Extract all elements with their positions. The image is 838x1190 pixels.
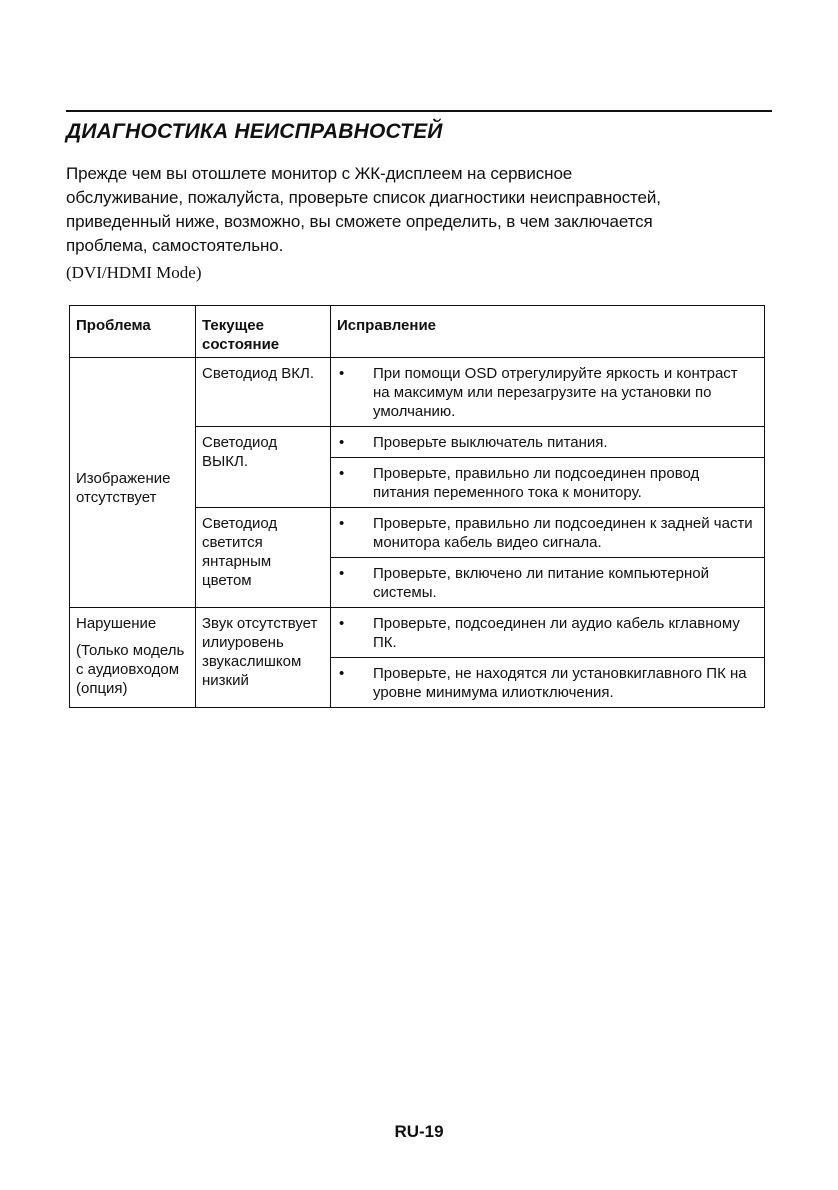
- fix-text: При помощи OSD отрегулируйте яркость и контраст на максимум или перезагрузите на установки по умолчанию.: [373, 365, 738, 420]
- fix-text: Проверьте, включено ли питание компьютерной системы.: [373, 565, 709, 601]
- mode-label: (DVI/HDMI Mode): [66, 263, 202, 282]
- fix-cell: [331, 508, 765, 558]
- bullet-icon: •: [339, 515, 345, 532]
- intro-paragraph: [66, 162, 772, 258]
- fix-cell: [331, 427, 765, 458]
- bullet-icon: •: [339, 665, 345, 682]
- bullet-icon: •: [339, 365, 345, 382]
- state-cell: Звук отсутствует илиуровень звукаслишком низкий: [196, 608, 331, 708]
- top-rule: [66, 110, 772, 112]
- bullet-icon: •: [339, 434, 345, 451]
- bullet-icon: •: [339, 465, 345, 482]
- fix-cell: [331, 358, 765, 427]
- table-row: [70, 358, 765, 427]
- problem-text: Изображение отсутствует: [76, 469, 171, 506]
- fix-cell: [331, 458, 765, 508]
- intro-line: Прежде чем вы отошлете монитор с ЖК-дисплеем на сервисное: [66, 164, 573, 183]
- fix-text: Проверьте, не находятся ли установкиглавного ПК на уровне минимума илиотключения.: [373, 665, 747, 701]
- header-state: Текущее состояние: [196, 306, 331, 358]
- fix-cell: [331, 608, 765, 658]
- intro-line: приведенный ниже, возможно, вы сможете определить, в чем заключается: [66, 212, 653, 231]
- bullet-icon: •: [339, 615, 345, 632]
- header-fix: Исправление: [331, 306, 765, 358]
- fix-text: Проверьте выключатель питания.: [373, 434, 608, 451]
- problem-cell: [70, 608, 196, 708]
- intro-line: обслуживание, пожалуйста, проверьте список диагностики неисправностей,: [66, 188, 661, 207]
- state-cell: Светодиод светится янтарным цветом: [196, 508, 331, 608]
- problem-cell: [70, 358, 196, 608]
- fix-cell: [331, 658, 765, 708]
- table-header-row: [70, 306, 765, 358]
- problem-text: Нарушение: [76, 615, 157, 632]
- state-cell: Светодиод ВЫКЛ.: [196, 427, 331, 508]
- problem-note: (Только модель с аудиовходом (опция): [76, 642, 185, 697]
- bullet-icon: •: [339, 565, 345, 582]
- fix-text: Проверьте, правильно ли подсоединен к задней части монитора кабель видео сигнала.: [373, 515, 753, 551]
- table-row: [70, 608, 765, 658]
- page-title: ДИАГНОСТИКА НЕИСПРАВНОСТЕЙ: [66, 120, 443, 143]
- state-cell: Светодиод ВКЛ.: [196, 358, 331, 427]
- header-problem: Проблема: [70, 306, 196, 358]
- troubleshooting-table: [69, 305, 765, 708]
- fix-text: Проверьте, правильно ли подсоединен провод питания переменного тока к монитору.: [373, 465, 700, 501]
- intro-line: проблема, самостоятельно.: [66, 236, 284, 255]
- fix-cell: [331, 558, 765, 608]
- page-number: RU-19: [394, 1122, 444, 1141]
- fix-text: Проверьте, подсоединен ли аудио кабель кглавному ПК.: [373, 615, 740, 651]
